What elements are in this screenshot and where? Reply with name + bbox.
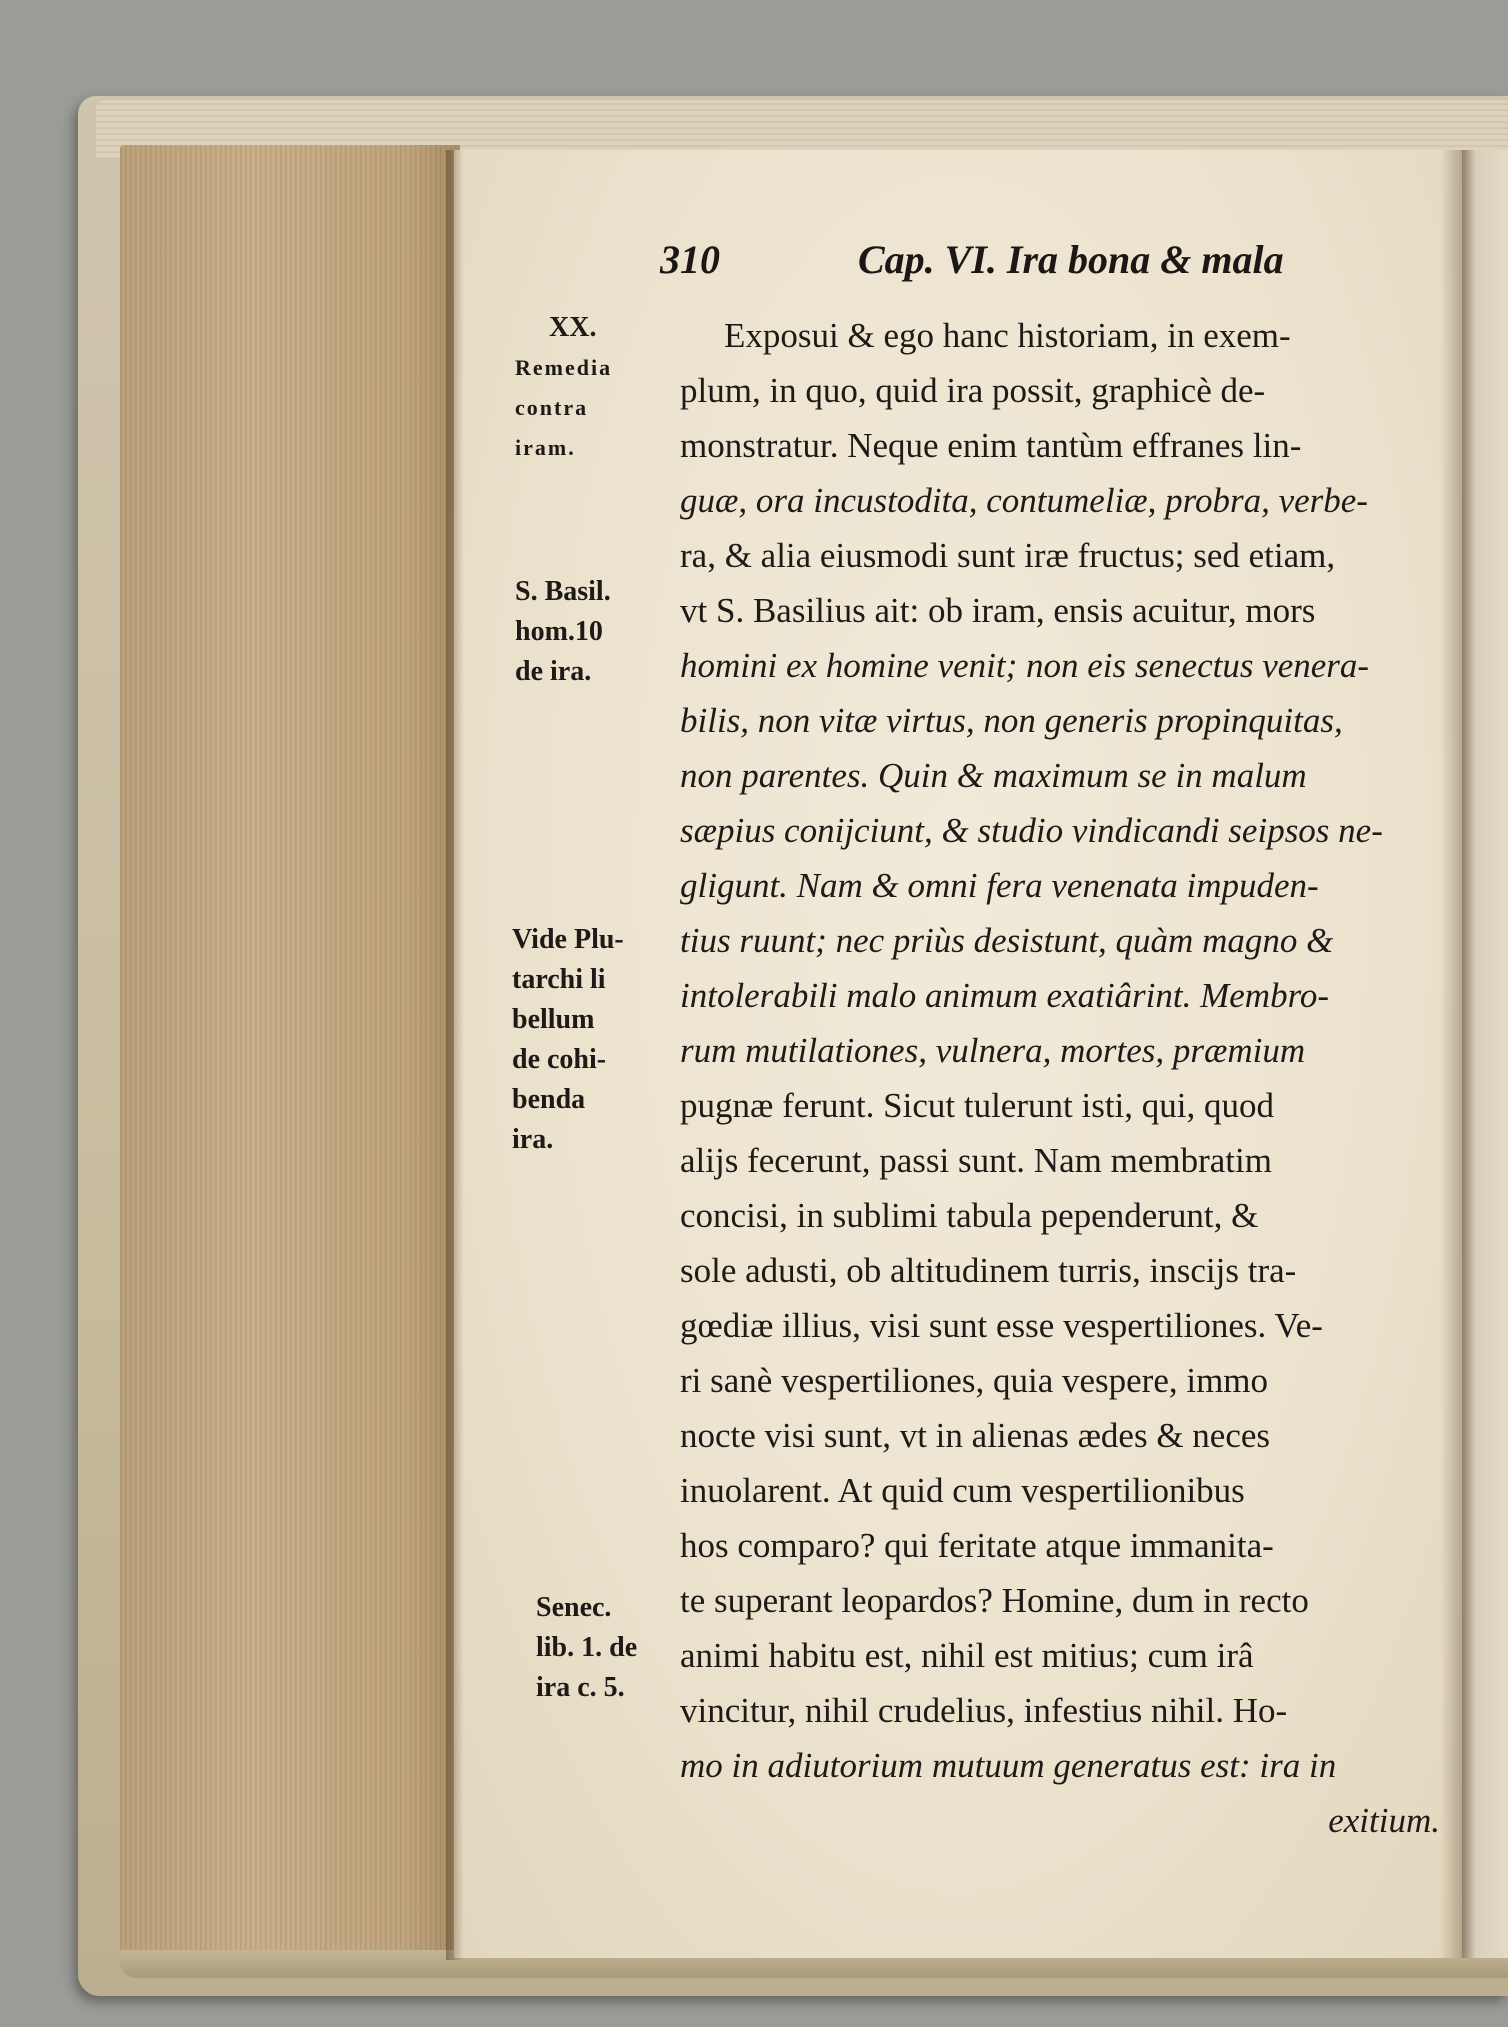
book-page-edges [120, 145, 460, 1965]
margin-note-line: Vide Plu- [512, 924, 624, 955]
margin-note-line: hom.10 [515, 616, 603, 647]
text-line: sæpius conijciunt, & studio vindicandi seipsos ne- [680, 811, 1383, 850]
text-line: tius ruunt; nec priùs desistunt, quàm magno & [680, 921, 1334, 960]
text-line: monstratur. Neque enim tantùm effranes lin- [680, 426, 1302, 465]
text-line: sole adusti, ob altitudinem turris, inscijs tra- [680, 1251, 1297, 1290]
margin-note-line: ira c. 5. [536, 1672, 625, 1703]
text-line: ra, & alia eiusmodi sunt iræ fructus; sed etiam, [680, 536, 1336, 575]
body-text [680, 308, 1460, 1848]
margin-note-line: Senec. [536, 1592, 612, 1623]
text-line: guæ, ora incustodita, contumeliæ, probra, verbe- [680, 481, 1368, 520]
margin-note-line: contra [515, 395, 589, 420]
text-line: mo in adiutorium mutuum generatus est: ira in [680, 1746, 1337, 1785]
text-line: alijs fecerunt, passi sunt. Nam membratim [680, 1141, 1272, 1180]
text-line: gœdiæ illius, visi sunt esse vespertiliones. Ve- [680, 1306, 1323, 1345]
text-line: homini ex homine venit; non eis senectus venera- [680, 646, 1370, 685]
text-line: concisi, in sublimi tabula pependerunt, & [680, 1196, 1259, 1235]
text-line: nocte visi sunt, vt in alienas ædes & neces [680, 1416, 1271, 1455]
margin-note-line: iram. [515, 435, 576, 460]
text-line: intolerabili malo animum exatiârint. Membro- [680, 976, 1330, 1015]
text-line: vt S. Basilius ait: ob iram, ensis acuitur, mors [680, 591, 1316, 630]
margin-note-line: tarchi li [512, 964, 606, 995]
text-line: gligunt. Nam & omni fera venenata impuden- [680, 866, 1319, 905]
text-line: pugnæ ferunt. Sicut tulerunt isti, qui, quod [680, 1086, 1274, 1125]
text-line: hos comparo? qui feritate atque immanita- [680, 1526, 1274, 1565]
text-line: non parentes. Quin & maximum se in malum [680, 756, 1307, 795]
margin-note-line: XX. [549, 312, 597, 343]
text-line: ri sanè vespertiliones, quia vespere, immo [680, 1361, 1269, 1400]
margin-note-line: de cohi- [512, 1044, 607, 1075]
text-line: rum mutilationes, vulnera, mortes, præmium [680, 1031, 1306, 1070]
margin-note-line: ira. [512, 1124, 554, 1155]
margin-note [515, 572, 685, 692]
margin-note-line: S. Basil. [515, 576, 611, 607]
margin-note-line: bellum [512, 1004, 595, 1035]
margin-note-line: de ira. [515, 656, 592, 687]
running-head-title: Cap. VI. Ira bona & mala [858, 237, 1284, 282]
margin-note-line: lib. 1. de [536, 1632, 638, 1663]
text-line: bilis, non vitæ virtus, non generis propinquitas, [680, 701, 1343, 740]
text-line: te superant leopardos? Homine, dum in recto [680, 1581, 1309, 1620]
text-line: exitium. [1328, 1801, 1440, 1840]
text-line: vincitur, nihil crudelius, infestius nihil. Ho- [680, 1691, 1288, 1730]
text-line: Exposui & ego hanc historiam, in exem- [724, 316, 1291, 355]
facing-page-edge [1462, 150, 1508, 1958]
text-line: inuolarent. At quid cum vespertilionibus [680, 1471, 1245, 1510]
margin-note [512, 920, 682, 1160]
text-line: animi habitu est, nihil est mitius; cum irâ [680, 1636, 1254, 1675]
margin-note [515, 308, 685, 468]
text-line: plum, in quo, quid ira possit, graphicè de- [680, 371, 1266, 410]
margin-note-line: benda [512, 1084, 586, 1115]
page-edge-shadow [446, 150, 464, 1960]
margin-note-line: Remedia [515, 355, 613, 380]
page-number: 310 [660, 237, 720, 282]
